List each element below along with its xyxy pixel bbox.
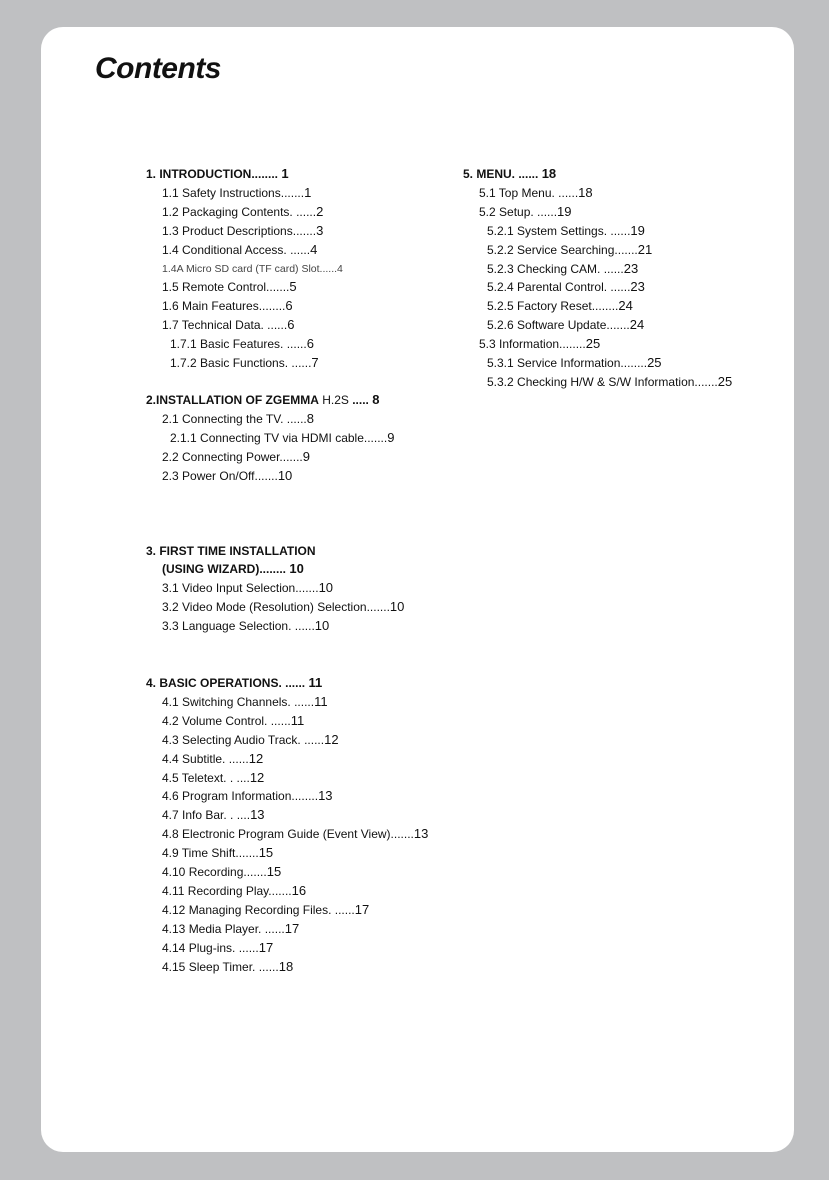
toc-page-number: 10 (389, 599, 405, 615)
toc-entry-text: 4.2 Volume Control. ...... (162, 713, 291, 728)
toc-right-column (463, 165, 803, 392)
toc-entry-text: 1.5 Remote Control....... (162, 280, 290, 295)
toc-page-number: 15 (266, 864, 282, 880)
toc-entry[interactable] (146, 448, 446, 467)
toc-entry[interactable] (146, 335, 446, 354)
toc-entry-text: 4.7 Info Bar. . .... (162, 808, 251, 823)
toc-entry-text: 4.8 Electronic Program Guide (Event View)....... (162, 827, 414, 842)
toc-entry[interactable] (463, 297, 803, 316)
toc-entry-text: 5.3.2 Checking H/W & S/W Information....... (487, 374, 718, 389)
toc-entry-text: 5.2.6 Software Update....... (487, 318, 630, 333)
toc-page-number: 13 (250, 807, 265, 823)
toc-entry[interactable] (146, 203, 446, 222)
toc-entry[interactable] (146, 617, 446, 636)
toc-heading-wizard[interactable] (146, 560, 446, 579)
toc-page-number: 23 (630, 279, 645, 295)
toc-page-number: 15 (258, 845, 274, 861)
toc-entry-text: 3.3 Language Selection. ...... (162, 619, 315, 634)
toc-page-number: 25 (585, 336, 601, 352)
toc-page-number: 3 (316, 222, 324, 238)
toc-entry[interactable] (146, 901, 446, 920)
toc-entry-text: 1.3 Product Descriptions....... (162, 223, 317, 238)
toc-heading-menu[interactable] (463, 165, 803, 184)
toc-entry[interactable] (146, 278, 446, 297)
toc-entry[interactable] (146, 410, 446, 429)
toc-entry-text: 1.6 Main Features........ (162, 299, 286, 314)
toc-page-number: 6 (285, 298, 293, 314)
toc-entry[interactable] (146, 260, 446, 279)
toc-page-number: 16 (291, 883, 307, 898)
toc-heading-dots: ..... (348, 392, 369, 407)
toc-entry-text: 4.5 Teletext. . .... (162, 770, 250, 785)
toc-entry-text: 1.4 Conditional Access. ...... (162, 242, 311, 257)
toc-entry-text: 4.10 Recording....... (162, 865, 267, 880)
toc-page-number: 19 (557, 203, 572, 219)
toc-entry[interactable] (463, 354, 803, 373)
toc-heading-text: 1. INTRODUCTION........ (146, 167, 279, 181)
toc-entry[interactable] (463, 241, 803, 260)
toc-entry-text: 2.2 Connecting Power....... (162, 449, 303, 464)
toc-entry-text: 4.4 Subtitle. ...... (162, 751, 249, 766)
toc-heading-text: (USING WIZARD)........ (162, 562, 286, 577)
toc-heading-text: 3. FIRST TIME INSTALLATION (146, 543, 316, 558)
toc-heading-text: 4. BASIC OPERATIONS. ...... (146, 676, 306, 691)
toc-page-number: 1 (304, 184, 312, 200)
toc-page-number: 10 (277, 467, 293, 483)
toc-entry[interactable] (146, 882, 446, 901)
toc-entry[interactable] (146, 958, 446, 977)
toc-page-number: 18 (541, 166, 557, 181)
toc-entry[interactable] (146, 693, 446, 712)
toc-entry-text: 1.7.1 Basic Features. ...... (170, 337, 307, 352)
toc-entry-text: 3.2 Video Mode (Resolution) Selection....... (162, 600, 390, 615)
toc-page-number: 9 (302, 448, 310, 464)
toc-entry[interactable] (146, 467, 446, 486)
toc-page-number: 5 (289, 279, 297, 295)
toc-page-number: 24 (618, 298, 633, 314)
toc-page-number: 13 (318, 788, 333, 804)
toc-page-number: 10 (318, 580, 334, 596)
toc-entry-text: 3.1 Video Input Selection....... (162, 581, 319, 596)
toc-page-number: 19 (630, 222, 645, 238)
toc-entry[interactable] (146, 787, 446, 806)
toc-entry-text: 5.2 Setup. ...... (479, 204, 558, 219)
toc-entry[interactable] (146, 920, 446, 939)
toc-entry-text: 1.4A Micro SD card (TF card) Slot......4 (162, 262, 343, 275)
toc-heading-introduction[interactable] (146, 165, 446, 184)
toc-page-number: 12 (248, 750, 264, 766)
toc-entry-text: 1.7.2 Basic Functions. ...... (170, 356, 312, 371)
toc-entry[interactable] (146, 712, 446, 731)
toc-page-number: 17 (354, 901, 370, 917)
toc-page-number: 8 (306, 410, 314, 426)
toc-page-number: 9 (387, 429, 395, 445)
toc-page-number: 25 (717, 373, 733, 389)
toc-entry[interactable] (146, 825, 446, 844)
toc-heading-first-time-installation[interactable] (146, 542, 446, 561)
toc-page-number: 17 (284, 920, 300, 936)
toc-entry[interactable] (146, 297, 446, 316)
toc-entry-text: 5.1 Top Menu. ...... (479, 185, 579, 200)
toc-entry-text: 2.1 Connecting the TV. ...... (162, 411, 307, 426)
toc-entry[interactable] (146, 731, 446, 750)
toc-entry-text: 4.13 Media Player. ...... (162, 921, 285, 936)
toc-entry[interactable] (146, 598, 446, 617)
toc-heading-text: 5. MENU. ...... (463, 167, 539, 181)
toc-entry[interactable] (146, 769, 446, 788)
toc-page-number: 11 (290, 712, 305, 728)
toc-page-number: 6 (306, 336, 314, 352)
toc-entry[interactable] (463, 203, 803, 222)
toc-left-column (146, 165, 446, 977)
toc-heading-text: 2.INSTALLATION OF ZGEMMA (146, 392, 319, 407)
toc-entry-text: 4.14 Plug-ins. ...... (162, 940, 259, 955)
toc-entry[interactable] (146, 429, 446, 448)
toc-heading-model: H.2S (318, 392, 349, 407)
toc-page-number: 12 (249, 769, 265, 785)
toc-entry[interactable] (146, 806, 446, 825)
toc-page-number: 6 (287, 317, 295, 333)
toc-page-number: 11 (308, 675, 323, 691)
toc-page-number: 10 (289, 561, 304, 577)
toc-entry-text: 4.3 Selecting Audio Track. ...... (162, 732, 325, 747)
toc-entry-text: 5.2.2 Service Searching....... (487, 242, 638, 257)
toc-entry[interactable] (463, 260, 803, 279)
toc-page-number: 12 (324, 731, 339, 747)
toc-page-number: 8 (372, 391, 380, 407)
toc-heading-installation[interactable] (146, 391, 446, 410)
toc-entry-text: 4.9 Time Shift....... (162, 846, 259, 861)
toc-page-number: 4 (310, 241, 318, 257)
toc-entry[interactable] (146, 241, 446, 260)
toc-page-number: 25 (647, 355, 662, 371)
toc-entry[interactable] (146, 316, 446, 335)
toc-entry-text: 1.1 Safety Instructions....... (162, 185, 305, 200)
toc-entry-text: 4.12 Managing Recording Files. ...... (162, 902, 355, 917)
toc-page-number: 11 (314, 693, 328, 709)
toc-entry[interactable] (146, 184, 446, 203)
toc-entry-text: 5.2.3 Checking CAM. ...... (487, 261, 624, 276)
page-title: Contents (95, 52, 221, 85)
toc-entry[interactable] (146, 750, 446, 769)
toc-entry-text: 4.1 Switching Channels. ...... (162, 694, 315, 709)
toc-entry-text: 5.3 Information........ (479, 337, 586, 352)
toc-entry[interactable] (463, 222, 803, 241)
toc-page-number: 1 (281, 166, 289, 181)
toc-entry-text: 2.3 Power On/Off....... (162, 468, 278, 483)
toc-page-number: 23 (623, 260, 639, 276)
toc-entry[interactable] (146, 939, 446, 958)
toc-page-number: 24 (629, 317, 645, 333)
toc-entry[interactable] (463, 335, 803, 354)
toc-entry[interactable] (463, 278, 803, 297)
toc-entry[interactable] (146, 844, 446, 863)
toc-entry[interactable] (463, 184, 803, 203)
toc-entry-text: 4.15 Sleep Timer. ...... (162, 959, 279, 974)
toc-entry[interactable] (146, 354, 446, 373)
toc-entry[interactable] (146, 222, 446, 241)
toc-entry-text: 5.3.1 Service Information........ (487, 356, 648, 371)
toc-entry[interactable] (146, 579, 446, 598)
toc-entry[interactable] (463, 316, 803, 335)
toc-page-number: 7 (311, 355, 319, 371)
toc-page-number: 10 (314, 618, 330, 634)
toc-entry-text: 1.2 Packaging Contents. ...... (162, 204, 317, 219)
toc-page-number: 13 (413, 826, 429, 842)
toc-heading-basic-operations[interactable] (146, 674, 446, 693)
toc-page-number: 2 (316, 203, 324, 219)
toc-page-number: 18 (278, 958, 294, 974)
toc-entry-text: 4.6 Program Information........ (162, 789, 319, 804)
toc-entry-text: 4.11 Recording Play....... (162, 884, 292, 898)
toc-page-number: 18 (578, 184, 593, 200)
toc-page-number: 21 (637, 241, 653, 257)
toc-entry[interactable] (146, 863, 446, 882)
toc-page-number: 17 (258, 939, 274, 955)
toc-entry-text: 5.2.5 Factory Reset........ (487, 299, 619, 314)
toc-entry-text: 5.2.4 Parental Control. ...... (487, 280, 631, 295)
toc-entry[interactable] (463, 373, 803, 392)
toc-entry-text: 5.2.1 System Settings. ...... (487, 223, 631, 238)
toc-entry-text: 1.7 Technical Data. ...... (162, 318, 288, 333)
toc-entry-text: 2.1.1 Connecting TV via HDMI cable....... (170, 430, 388, 445)
